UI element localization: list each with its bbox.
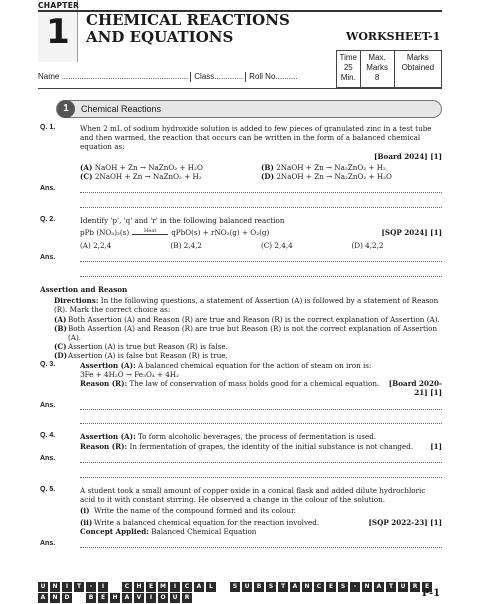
- question-number: Q. 1.: [40, 124, 56, 131]
- section-heading: [56, 100, 442, 118]
- footer-letter: [110, 582, 120, 592]
- footer-letter: A: [290, 582, 300, 592]
- footer-letter: D: [62, 593, 72, 603]
- question-4: Q. 4. Assertion (A): To form alcoholic beverages, the process of fermentation is used. Reason (R): In fermentation of grapes, the identity of the initial substance is not changed. [1]: [40, 432, 442, 451]
- student-info-row: [38, 72, 336, 82]
- option-a[interactable]: (A) NaOH + Zn → NaZnO₂ + H₂O: [80, 162, 203, 172]
- title-line-1: CHEMICAL REACTIONS: [86, 11, 290, 29]
- footer-letter: A: [122, 593, 132, 603]
- footer-letter: R: [410, 582, 420, 592]
- answer-line[interactable]: Ans.: [40, 455, 442, 464]
- footer-letter: T: [386, 582, 396, 592]
- footer-letter: N: [302, 582, 312, 592]
- answer-line[interactable]: Ans.: [40, 185, 442, 194]
- option-c[interactable]: (C) 2,4,4: [261, 240, 293, 250]
- worksheet-content: [40, 124, 442, 549]
- option-a[interactable]: (A) 2,2,4: [80, 240, 112, 250]
- max-marks-cell: Max. Marks 8: [360, 51, 394, 88]
- footer-letter: C: [182, 582, 192, 592]
- question-text: When 2 mL of sodium hydroxide solution is added to few pieces of granulated zinc in a test tube and then warmed, the reaction that occurs can be written in the form of a balanced chemical equation as:: [80, 124, 432, 152]
- footer-letter: [218, 582, 228, 592]
- question-number: Q. 2.: [40, 216, 56, 224]
- question-number: Q. 3.: [40, 360, 56, 368]
- source-tag: [Board 2024] [1]: [374, 151, 442, 161]
- footer-letter: A: [194, 582, 204, 592]
- heat-arrow: Heat: [132, 228, 168, 235]
- equation: 3Fe + 4H₂O → Fe₃O₄ + 4H₂: [80, 369, 180, 379]
- footer-line-1: [38, 582, 442, 592]
- directions: Directions: In the following questions, a statement of Assertion (A) is followed by a statement of Reason (R). Mark the correct choice as: (A) Both Assertion (A) and Reason (R) are true and Reason (R) is the correct explanation of Assertion (A). (B) Both Assertion (A) and Reason (R) are true but Reason (R) is not the correct explanation of Assertion (A). (C) Assertion (A) is true but Reason (R) is false. (D) Assertion (A) is false but Reason (R) is true.: [54, 296, 440, 361]
- footer-letter: T: [74, 582, 84, 592]
- option-b[interactable]: (B) 2NaOH + Zn → Na₂ZnO₂ + H₂: [261, 162, 386, 172]
- chapter-label: CHAPTER: [38, 1, 80, 10]
- question-text: Identify 'p', 'q' and 'r' in the following balanced reaction: [80, 216, 285, 226]
- footer-letter: R: [182, 593, 192, 603]
- question-5: Q. 5. A student took a small amount of copper oxide in a conical flask and added dilute hydrochloric acid to it with constant stirring. He observed a change in the colour of the solution. (i) Write the name of the compound formed and its colour. (ii) Write a balanced chemical equation for the reaction involved. [SQP 2022-23] [1] Concept Applied: Balanced Chemical Equation: [40, 485, 442, 536]
- footer-letter: O: [158, 593, 168, 603]
- chapter-number: 1: [46, 12, 70, 52]
- footer-letter: I: [62, 582, 72, 592]
- option-d[interactable]: (D) 2NaOH + Zn → Na₂ZnO₂ + H₂O: [261, 172, 392, 182]
- section-number: 1: [57, 100, 75, 118]
- footer-letter: U: [170, 593, 180, 603]
- footer-letter: C: [122, 582, 132, 592]
- answer-line[interactable]: Ans.: [40, 402, 442, 411]
- footer-letter: S: [266, 582, 276, 592]
- assertion-reason-heading: Assertion and Reason: [40, 284, 128, 294]
- footer-letter: E: [326, 582, 336, 592]
- chapter-title: [86, 12, 316, 46]
- answer-line-extra[interactable]: [80, 194, 442, 208]
- footer-letter: U: [38, 582, 48, 592]
- answer-line[interactable]: Ans.: [40, 540, 442, 549]
- footer-letter: N: [50, 582, 60, 592]
- options: [80, 163, 442, 181]
- answer-line-extra[interactable]: [80, 464, 442, 478]
- question-number: Q. 5.: [40, 485, 56, 493]
- reaction-equation: pPb (NO₃)₂(s) Heat qPbO(s) + rNO₂(g) + O₂(g) [SQP 2024] [1]: [80, 228, 442, 238]
- footer-letter: S: [230, 582, 240, 592]
- footer-letter: N: [362, 582, 372, 592]
- footer-letter: I: [170, 582, 180, 592]
- footer-letter: U: [242, 582, 252, 592]
- option-b[interactable]: (B) 2,4,2: [170, 240, 202, 250]
- title-line-2: AND EQUATIONS: [86, 28, 234, 46]
- page-number: P-1: [422, 588, 441, 599]
- footer-letter: B: [254, 582, 264, 592]
- question-text: A student took a small amount of copper oxide in a conical flask and added dilute hydrochloric acid to it with constant stirring. He observed a change in the colour of the solution.: [80, 485, 426, 505]
- header-divider: [38, 88, 442, 89]
- footer-letter: U: [398, 582, 408, 592]
- unit-footer: [38, 582, 442, 604]
- section-title: Chemical Reactions: [81, 104, 162, 114]
- footer-letter: L: [206, 582, 216, 592]
- name-field[interactable]: Name .........................................................: [38, 72, 191, 82]
- footer-line-2: [38, 593, 442, 603]
- footer-letter: S: [338, 582, 348, 592]
- question-2: [40, 216, 442, 250]
- footer-letter: B: [86, 593, 96, 603]
- option-d[interactable]: (D) 4,2,2: [351, 240, 384, 250]
- time-cell: Time 25 Min.: [337, 51, 361, 88]
- footer-letter: -: [350, 582, 360, 592]
- question-3: Q. 3. Assertion (A): A balanced chemical equation for the action of steam on iron is: 3Fe + 4H₂O → Fe₃O₄ + 4H₂ Reason (R): The law of conservation of mass holds good for a chemical equation. [Board 2020-21] [1]: [40, 360, 442, 398]
- footer-letter: E: [146, 582, 156, 592]
- options: [80, 241, 442, 250]
- footer-letter: N: [50, 593, 60, 603]
- class-field[interactable]: Class.............: [194, 72, 246, 82]
- answer-line[interactable]: Ans.: [40, 254, 442, 263]
- footer-letter: I: [98, 582, 108, 592]
- question-number: Q. 4.: [40, 432, 56, 440]
- source-tag: [SQP 2024] [1]: [381, 228, 442, 238]
- footer-letter: [74, 593, 84, 603]
- answer-line-extra[interactable]: [80, 263, 442, 277]
- footer-letter: T: [278, 582, 288, 592]
- question-1: [40, 124, 442, 181]
- footer-letter: V: [134, 593, 144, 603]
- footer-letter: H: [110, 593, 120, 603]
- footer-letter: C: [314, 582, 324, 592]
- footer-letter: I: [146, 593, 156, 603]
- footer-letter: H: [134, 582, 144, 592]
- footer-letter: E: [422, 582, 432, 592]
- option-c[interactable]: (C) 2NaOH + Zn → NaZnO₂ + H₂: [80, 172, 202, 182]
- worksheet-label: WORKSHEET-1: [346, 30, 441, 43]
- marks-obtained-cell[interactable]: Marks Obtained: [394, 51, 441, 88]
- footer-letter: M: [158, 582, 168, 592]
- footer-letter: A: [374, 582, 384, 592]
- footer-letter: A: [38, 593, 48, 603]
- marks-table: [336, 50, 442, 88]
- footer-letter: -: [86, 582, 96, 592]
- footer-letter: E: [98, 593, 108, 603]
- answer-line-extra[interactable]: [80, 410, 442, 424]
- roll-field[interactable]: Roll No..........: [249, 72, 298, 81]
